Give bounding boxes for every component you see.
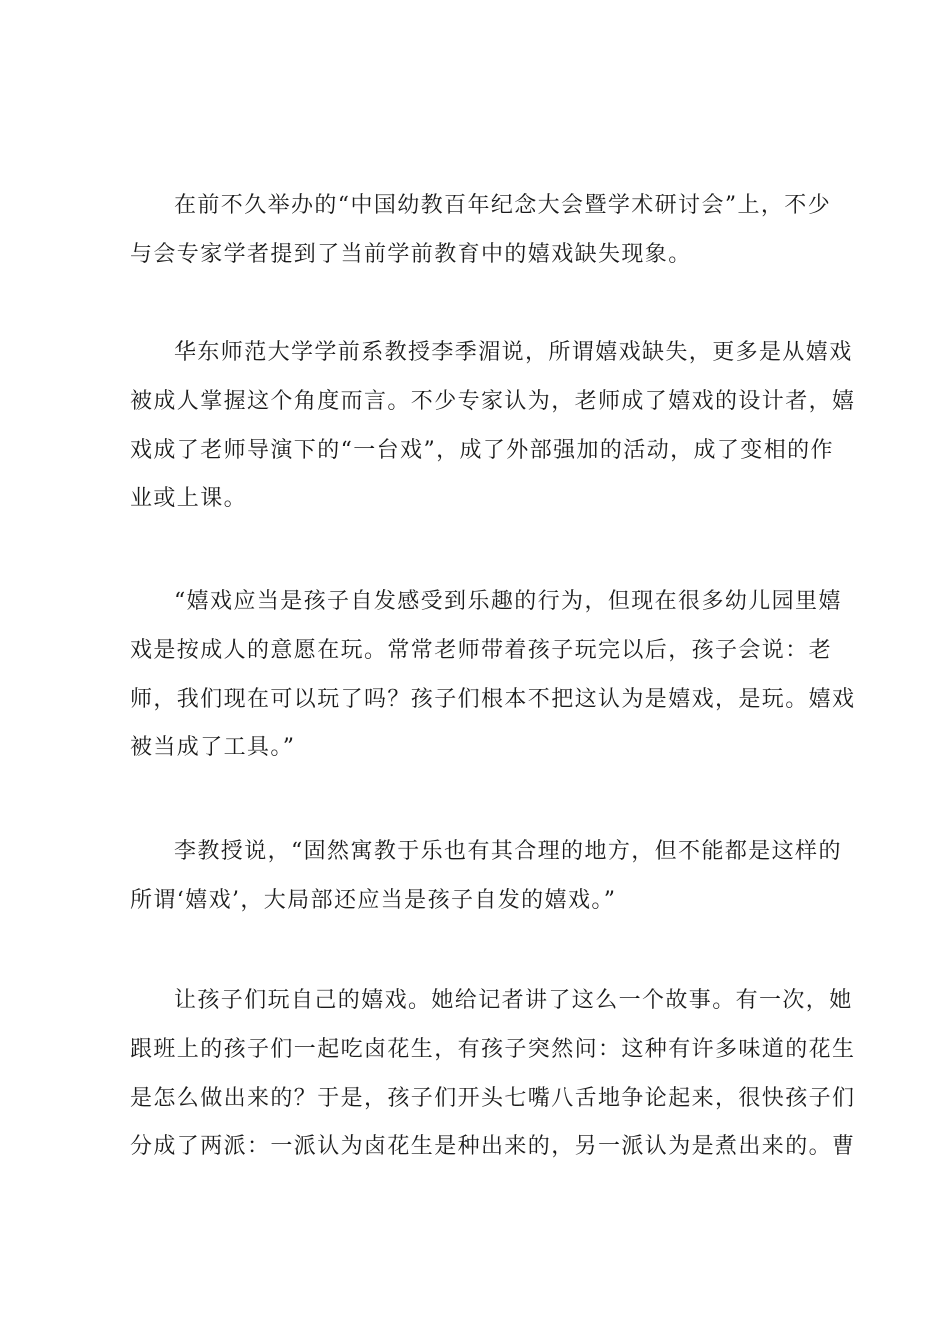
paragraph-line: 业或上课。 [130,486,248,512]
paragraph-line: 是怎么做出来的？于是，孩子们开头七嘴八舌地争论起来，很快孩子们 [130,1085,856,1111]
paragraph-line: 戏成了老师导演下的“一台戏”，成了外部强加的活动，成了变相的作 [130,437,834,463]
paragraph-4 [130,828,842,926]
paragraph-3 [130,578,856,773]
paragraph-line: 华东师范大学学前系教授李季湄说，所谓嬉戏缺失，更多是从嬉戏 [174,340,853,365]
paragraph-line: 师，我们现在可以玩了吗？孩子们根本不把这认为是嬉戏，是玩。嬉戏 [130,686,856,712]
paragraph-5 [130,977,856,1172]
paragraph-line: 与会专家学者提到了当前学前教育中的嬉戏缺失现象。 [130,241,692,267]
paragraph-line: 李教授说，“固然寓教于乐也有其合理的地方，但不能都是这样的 [174,839,842,864]
paragraph-1 [130,182,830,280]
paragraph-line: 所谓‘嬉戏’，大局部还应当是孩子自发的嬉戏。” [130,887,617,913]
paragraph-line: 跟班上的孩子们一起吃卤花生，有孩子突然问：这种有许多味道的花生 [130,1036,856,1062]
paragraph-line: 被成人掌握这个角度而言。不少专家认为，老师成了嬉戏的设计者，嬉 [130,388,856,414]
paragraph-2 [130,329,856,524]
paragraph-line: 在前不久举办的“中国幼教百年纪念大会暨学术研讨会”上，不少 [174,193,832,218]
paragraph-line: 戏是按成人的意愿在玩。常常老师带着孩子玩完以后，孩子会说：老 [130,637,833,663]
paragraph-line: 被当成了工具。” [130,735,296,761]
paragraph-line: 分成了两派：一派认为卤花生是种出来的，另一派认为是煮出来的。曹 [130,1134,856,1160]
paragraph-line: 让孩子们玩自己的嬉戏。她给记者讲了这么一个故事。有一次，她 [174,988,853,1013]
paragraph-line: “嬉戏应当是孩子自发感受到乐趣的行为，但现在很多幼儿园里嬉 [174,589,842,614]
